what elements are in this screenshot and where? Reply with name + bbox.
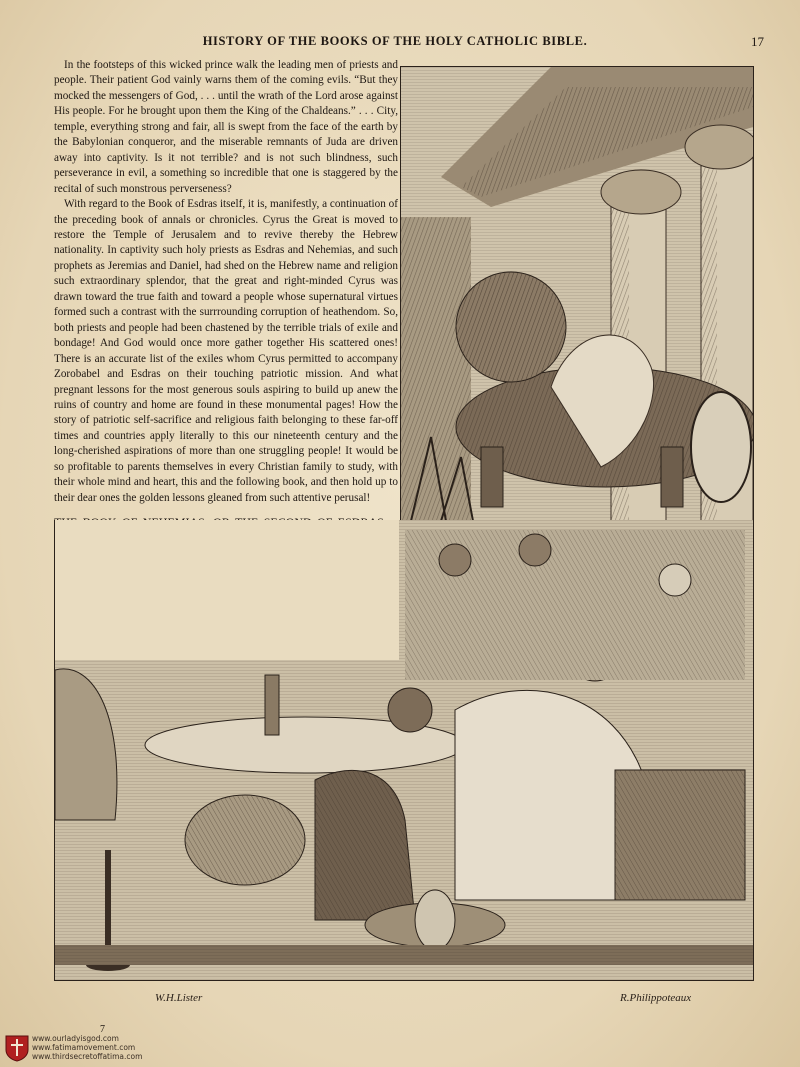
paragraph-1: In the footsteps of this wicked prince walk the leading men of priests and people. Their patient God vainly warns them of the coming evils. “But they mocked the messengers of God, . . . until the wrath of the Lord arose against His people. For he brought upon them the King of the Chaldeans.” . . . City, temple, everything strong and fair, all is swept from the face of the earth by the Babylonian conqueror, and the miserable remnants of Juda are driven away into captivity. Is it not terrible? and is not such blindness, such perseverance in evil, a something so incredible that one is staggered by the recital of such monstrous perverseness? bbox=[54, 59, 398, 195]
footer-url[interactable]: www.fatimamovement.com bbox=[32, 1043, 136, 1052]
signature-left: W.H.Lister bbox=[155, 992, 203, 1004]
banquet-illustration bbox=[55, 520, 753, 980]
temple-lion-engraving bbox=[400, 66, 754, 522]
footer-mark: 7 bbox=[100, 1024, 105, 1035]
paragraph-2: With regard to the Book of Esdras itself, it is, manifestly, a continuation of the preceding book of annals or chronicles. Cyrus the Great is moved to restore the Temple of Jerusalem and to revive thereby the Hebrew nationality. In captivity such holy priests as Esdras and Nehemias, and such prophets as Jeremias and Daniel, had shed on the Hebrew name and religion such extraordinary splendor, that the great and right-minded Cyrus was drawn toward the true faith and toward a people whose supernatural virtues formed such a contrast with the surrrounding corruption of heathendom. So, both priests and people had been chastened by the terrible trials of exile and bondage! And God would once more gather together His scattered ones! There is an accurate list of the exiles whom Cyrus permitted to accompany Zorobabel and Esdras on their touching patriotic mission. And what pregnant lessons for the most generous souls aspiring to build up anew the ruins of country and home are found in these monumental pages! How the story of patriotic self-sacrifice and religious faith belonging to these far-off times and countries apply literally to this our nineteenth century and the long-cherished aspirations of more than one struggling people! It would be so profitable to parents themselves in every Christian family to study, with their whole mind and heart, this and the following book, and then hold up to their dear ones the golden lessons gleaned from such attentive perusal! bbox=[54, 198, 398, 504]
footer-url[interactable]: www.thirdsecretoffatima.com bbox=[32, 1052, 143, 1061]
signature-right: R.Philippoteaux bbox=[620, 992, 692, 1004]
page-number: 17 bbox=[751, 34, 764, 49]
temple-lion-illustration bbox=[401, 67, 753, 521]
banquet-engraving bbox=[54, 520, 754, 981]
footer-url[interactable]: www.ourladyisgod.com bbox=[32, 1034, 119, 1043]
running-title: HISTORY OF THE BOOKS OF THE HOLY CATHOLIC BIBLE. bbox=[202, 34, 588, 48]
site-logo-icon bbox=[4, 1034, 30, 1062]
footer-urls bbox=[32, 1034, 142, 1061]
